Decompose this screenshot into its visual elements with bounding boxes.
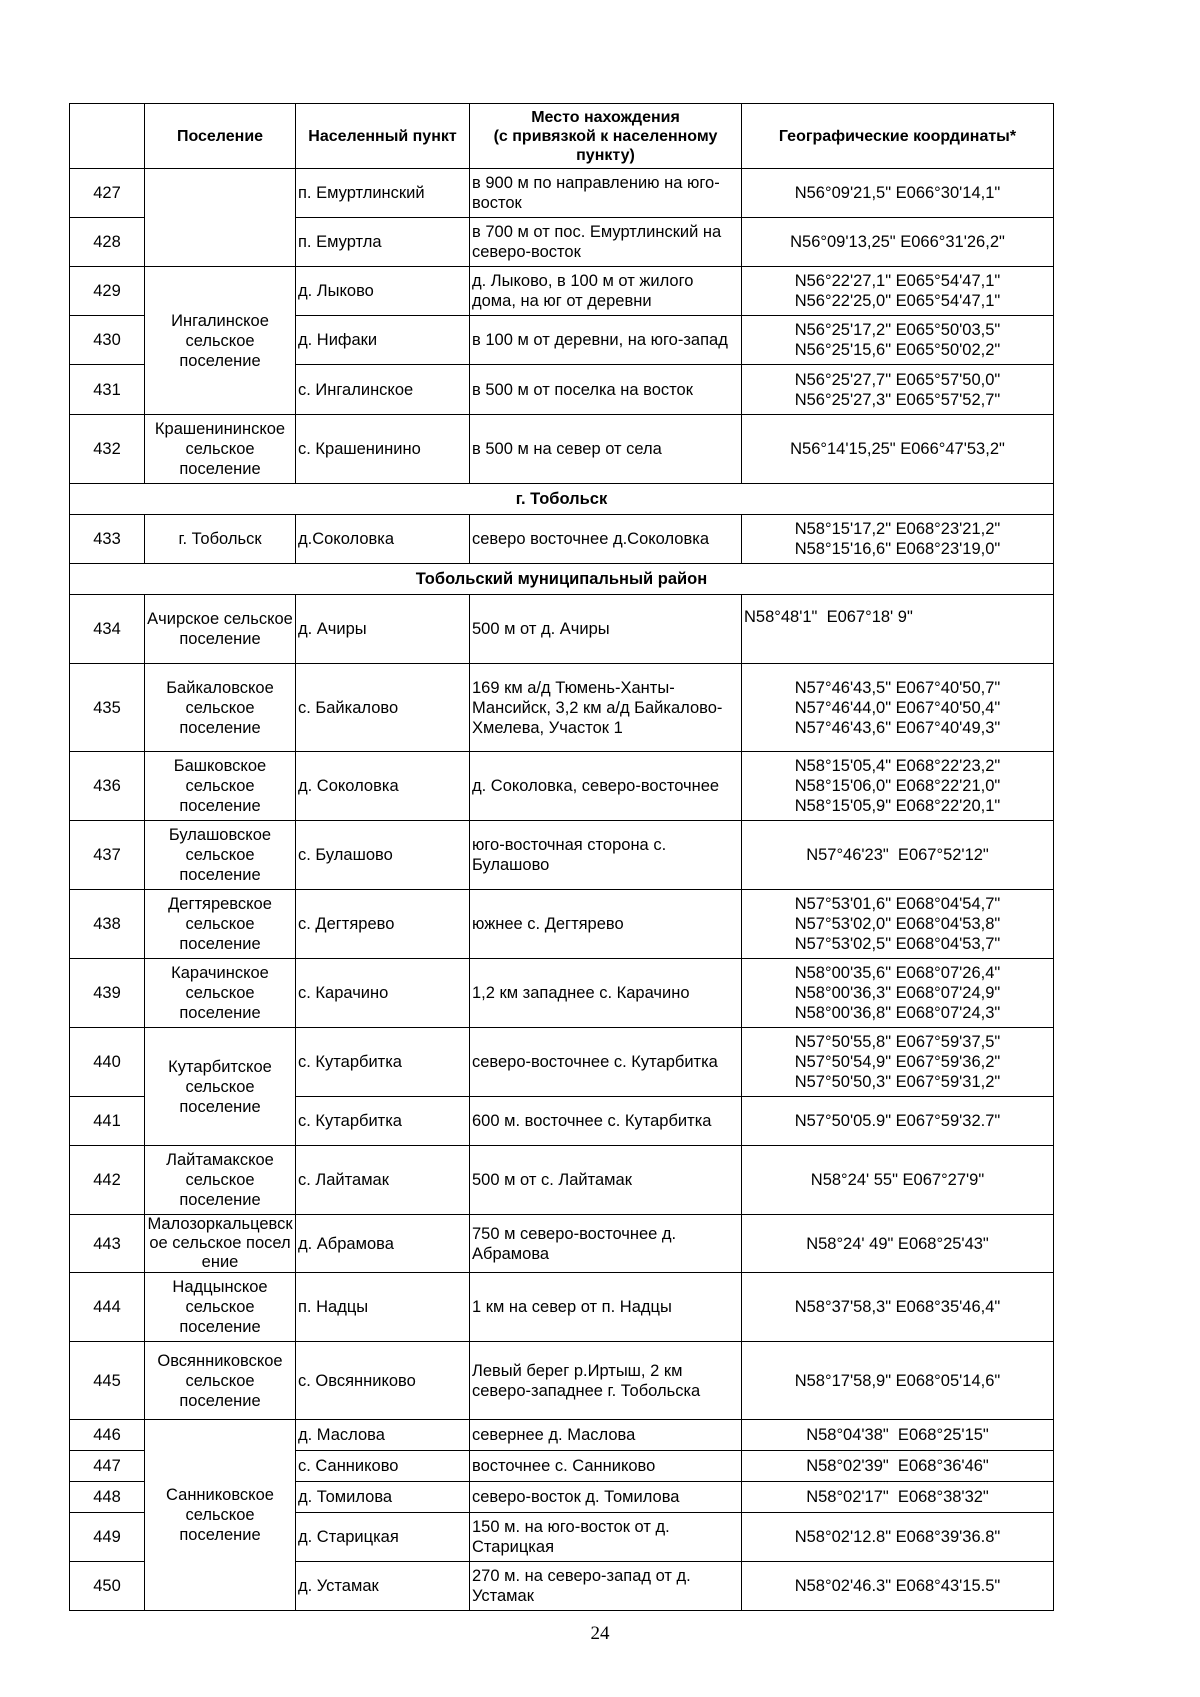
coord-line: N57°46'23" E067°52'12": [806, 846, 989, 864]
coords-cell: [742, 1215, 1054, 1273]
location-cell: д. Лыково, в 100 м от жилого дома, на юг от деревни: [470, 267, 742, 316]
coords-cell: [742, 752, 1054, 821]
settlement-cell: Малозоркальцевское сельское поселение: [145, 1215, 296, 1273]
coord-line: N57°53'02,0" E068°04'53,8": [794, 915, 1001, 933]
locality-cell: п. Надцы: [296, 1273, 470, 1342]
locality-cell: с. Санниково: [296, 1451, 470, 1482]
row-number: 442: [70, 1146, 145, 1215]
locality-cell: с. Дегтярево: [296, 890, 470, 959]
location-cell: в 900 м по направлению на юго-восток: [470, 169, 742, 218]
row-number: 430: [70, 316, 145, 365]
coord-line: N58°17'58,9" E068°05'14,6": [794, 1371, 1001, 1390]
settlement-cell: Крашенининское сельское поселение: [145, 415, 296, 484]
row-number: 433: [70, 515, 145, 564]
coord-line: N56°09'21,5" E066°30'14,1": [794, 184, 1001, 202]
coords-cell: [742, 218, 1054, 267]
settlement-cell: Санниковское сельское поселение: [145, 1420, 296, 1611]
coords-cell: [742, 1513, 1054, 1562]
coord-line: N56°25'27,3" E065°57'52,7": [794, 390, 1001, 409]
locality-cell: д. Соколовка: [296, 752, 470, 821]
coord-line: N57°53'02,5" E068°04'53,7": [794, 935, 1001, 953]
coord-line: N58°04'38" E068°25'15": [806, 1426, 989, 1444]
coords-cell: [742, 316, 1054, 365]
coord-line: N57°46'43,6" E067°40'49,3": [794, 718, 1001, 737]
coord-line: N56°09'13,25" E066°31'26,2": [790, 233, 1005, 251]
row-number: 427: [70, 169, 145, 218]
locality-cell: с. Булашово: [296, 821, 470, 890]
coord-line: N57°46'44,0" E067°40'50,4": [794, 698, 1001, 717]
locality-cell: с. Кутарбитка: [296, 1097, 470, 1146]
location-cell: 500 м от д. Ачиры: [470, 595, 742, 664]
location-cell: севернее д. Маслова: [470, 1420, 742, 1451]
coord-line: N56°25'15,6" E065°50'02,2": [794, 341, 1001, 359]
coord-line: N58°00'35,6" E068°07'26,4": [794, 964, 1001, 982]
coord-line: N56°25'17,2" E065°50'03,5": [794, 321, 1001, 339]
locality-cell: д. Устамак: [296, 1562, 470, 1611]
header-location-text: Место нахождения (с привязкой к населенному пункту): [493, 108, 718, 164]
locality-cell: п. Емуртла: [296, 218, 470, 267]
header-num: [70, 104, 145, 169]
location-cell: северо-восточнее с. Кутарбитка: [470, 1028, 742, 1097]
row-number: 444: [70, 1273, 145, 1342]
coord-line: N58°02'17" E068°38'32": [806, 1488, 989, 1506]
table-row: [70, 821, 1054, 890]
location-cell: в 500 м от поселка на восток: [470, 365, 742, 415]
coords-cell: [742, 1342, 1054, 1420]
location-cell: 500 м от с. Лайтамак: [470, 1146, 742, 1215]
settlement-cell: Карачинское сельское поселение: [145, 959, 296, 1028]
table-row: [70, 1028, 1054, 1097]
coord-line: N58°37'58,3" E068°35'46,4": [794, 1298, 1001, 1316]
coords-cell: [742, 664, 1054, 752]
locality-cell: д.Соколовка: [296, 515, 470, 564]
table-row: [70, 1342, 1054, 1420]
table-row: [70, 1215, 1054, 1273]
table-header-row: [70, 104, 1054, 169]
coord-line: N58°15'05,4" E068°22'23,2": [794, 757, 1001, 775]
locality-cell: с. Ингалинское: [296, 365, 470, 415]
section-row: [70, 564, 1054, 595]
table-row: [70, 1273, 1054, 1342]
row-number: 449: [70, 1513, 145, 1562]
location-cell: восточнее с. Санниково: [470, 1451, 742, 1482]
coord-line: N57°53'01,6" E068°04'54,7": [794, 895, 1001, 913]
coord-line: N58°15'16,6" E068°23'19,0": [794, 540, 1001, 558]
location-cell: д. Соколовка, северо-восточнее: [470, 752, 742, 821]
coords-cell: [742, 959, 1054, 1028]
locality-cell: д. Маслова: [296, 1420, 470, 1451]
locality-cell: с. Кутарбитка: [296, 1028, 470, 1097]
coord-line: N58°00'36,3" E068°07'24,9": [794, 984, 1001, 1002]
coord-line: N57°50'50,3" E067°59'31,2": [794, 1073, 1001, 1091]
header-coords: Географические координаты*: [742, 104, 1054, 169]
section-title: Тобольский муниципальный район: [70, 564, 1054, 595]
header-settlement: Поселение: [145, 104, 296, 169]
row-number: 441: [70, 1097, 145, 1146]
section-row: [70, 484, 1054, 515]
settlement-cell: Башковское сельское поселение: [145, 752, 296, 821]
coord-line: N56°14'15,25" E066°47'53,2": [790, 440, 1005, 458]
coord-line: N58°24' 55" E067°27'9": [810, 1171, 985, 1189]
locality-cell: с. Крашенинино: [296, 415, 470, 484]
row-number: 440: [70, 1028, 145, 1097]
locations-table: [69, 103, 1054, 1611]
row-number: 434: [70, 595, 145, 664]
coords-cell: [742, 595, 1054, 664]
row-number: 428: [70, 218, 145, 267]
location-cell: 150 м. на юго-восток от д. Старицкая: [470, 1513, 742, 1562]
row-number: 447: [70, 1451, 145, 1482]
document-page: [69, 103, 1053, 1611]
page-number: 24: [590, 1623, 610, 1644]
coords-cell: [742, 1482, 1054, 1513]
row-number: 443: [70, 1215, 145, 1273]
row-number: 446: [70, 1420, 145, 1451]
locality-cell: с. Лайтамак: [296, 1146, 470, 1215]
row-number: 431: [70, 365, 145, 415]
locality-cell: д. Томилова: [296, 1482, 470, 1513]
settlement-cell: г. Тобольск: [145, 515, 296, 564]
table-row: [70, 415, 1054, 484]
location-cell: 750 м северо-восточнее д. Абрамова: [470, 1215, 742, 1273]
coords-cell: [742, 821, 1054, 890]
coords-cell: [742, 515, 1054, 564]
row-number: 439: [70, 959, 145, 1028]
table-row: [70, 1146, 1054, 1215]
coords-cell: [742, 1028, 1054, 1097]
row-number: 435: [70, 664, 145, 752]
coord-line: N57°50'55,8" E067°59'37,5": [794, 1033, 1001, 1051]
location-cell: северо-восток д. Томилова: [470, 1482, 742, 1513]
coord-line: N57°46'43,5" E067°40'50,7": [794, 678, 1001, 697]
coords-cell: [742, 169, 1054, 218]
coord-line: N58°15'05,9" E068°22'20,1": [794, 797, 1001, 815]
locality-cell: д. Абрамова: [296, 1215, 470, 1273]
locality-cell: д. Старицкая: [296, 1513, 470, 1562]
locality-cell: п. Емуртлинский: [296, 169, 470, 218]
coord-line: N58°24' 49" E068°25'43": [806, 1234, 989, 1253]
coords-cell: [742, 1451, 1054, 1482]
coord-line: N58°15'06,0" E068°22'21,0": [794, 777, 1001, 795]
coords-cell: [742, 1146, 1054, 1215]
coords-cell: [742, 1420, 1054, 1451]
location-cell: Левый берег р.Иртыш, 2 км северо-западнее г. Тобольска: [470, 1342, 742, 1420]
coords-cell: [742, 890, 1054, 959]
coords-cell: [742, 365, 1054, 415]
table-row: [70, 515, 1054, 564]
location-cell: 1,2 км западнее с. Карачино: [470, 959, 742, 1028]
coords-cell: [742, 267, 1054, 316]
coord-line: N58°02'39" E068°36'46": [806, 1457, 989, 1475]
coord-line: N56°25'27,7" E065°57'50,0": [794, 370, 1001, 389]
coord-line: N58°02'46.3" E068°43'15.5": [794, 1577, 1001, 1595]
coord-line: N58°15'17,2" E068°23'21,2": [794, 520, 1001, 538]
coords-cell: [742, 1562, 1054, 1611]
locality-cell: д. Ачиры: [296, 595, 470, 664]
table-row: [70, 890, 1054, 959]
row-number: 429: [70, 267, 145, 316]
settlement-cell: Булашовское сельское поселение: [145, 821, 296, 890]
coord-line: N56°22'27,1" E065°54'47,1": [794, 272, 1001, 290]
table-row: [70, 1420, 1054, 1451]
locality-cell: с. Байкалово: [296, 664, 470, 752]
coords-cell: [742, 415, 1054, 484]
coord-line: N58°00'36,8" E068°07'24,3": [794, 1004, 1001, 1022]
row-number: 432: [70, 415, 145, 484]
row-number: 437: [70, 821, 145, 890]
location-cell: 169 км а/д Тюмень-Ханты-Мансийск, 3,2 км а/д Байкалово-Хмелева, Участок 1: [470, 664, 742, 752]
coord-line: N58°02'12.8" E068°39'36.8": [794, 1528, 1001, 1546]
settlement-cell: Лайтамакское сельское поселение: [145, 1146, 296, 1215]
location-cell: 600 м. восточнее с. Кутарбитка: [470, 1097, 742, 1146]
row-number: 438: [70, 890, 145, 959]
location-cell: южнее с. Дегтярево: [470, 890, 742, 959]
table-row: [70, 959, 1054, 1028]
location-cell: 1 км на север от п. Надцы: [470, 1273, 742, 1342]
settlement-cell: Дегтяревское сельское поселение: [145, 890, 296, 959]
locality-cell: д. Нифаки: [296, 316, 470, 365]
settlement-cell: Овсянниковское сельское поселение: [145, 1342, 296, 1420]
table-row: [70, 752, 1054, 821]
header-location: [470, 104, 742, 169]
row-number: 436: [70, 752, 145, 821]
row-number: 445: [70, 1342, 145, 1420]
section-title: г. Тобольск: [70, 484, 1054, 515]
table-row: [70, 169, 1054, 218]
location-cell: юго-восточная сторона с. Булашово: [470, 821, 742, 890]
table-row: [70, 595, 1054, 664]
coords-cell: [742, 1273, 1054, 1342]
settlement-cell: Байкаловское сельское поселение: [145, 664, 296, 752]
row-number: 448: [70, 1482, 145, 1513]
settlement-cell: [145, 169, 296, 267]
table-row: [70, 267, 1054, 316]
coords-cell: [742, 1097, 1054, 1146]
locality-cell: д. Лыково: [296, 267, 470, 316]
location-cell: в 700 м от пос. Емуртлинский на северо-восток: [470, 218, 742, 267]
settlement-cell: Ачирское сельское поселение: [145, 595, 296, 664]
settlement-cell: Кутарбитское сельское поселение: [145, 1028, 296, 1146]
location-cell: 270 м. на северо-запад от д. Устамак: [470, 1562, 742, 1611]
location-cell: северо восточнее д.Соколовка: [470, 515, 742, 564]
table-row: [70, 664, 1054, 752]
coord-line: N57°50'54,9" E067°59'36,2": [794, 1053, 1001, 1071]
coord-line: N58°48'1" E067°18' 9": [744, 608, 913, 626]
locality-cell: с. Овсянниково: [296, 1342, 470, 1420]
coord-line: N56°22'25,0" E065°54'47,1": [794, 292, 1001, 310]
location-cell: в 500 м на север от села: [470, 415, 742, 484]
header-locality: Населенный пункт: [296, 104, 470, 169]
locality-cell: с. Карачино: [296, 959, 470, 1028]
settlement-cell: Ингалинское сельское поселение: [145, 267, 296, 415]
coord-line: N57°50'05.9" E067°59'32.7": [794, 1112, 1001, 1130]
location-cell: в 100 м от деревни, на юго-запад: [470, 316, 742, 365]
row-number: 450: [70, 1562, 145, 1611]
settlement-cell: Надцынское сельское поселение: [145, 1273, 296, 1342]
